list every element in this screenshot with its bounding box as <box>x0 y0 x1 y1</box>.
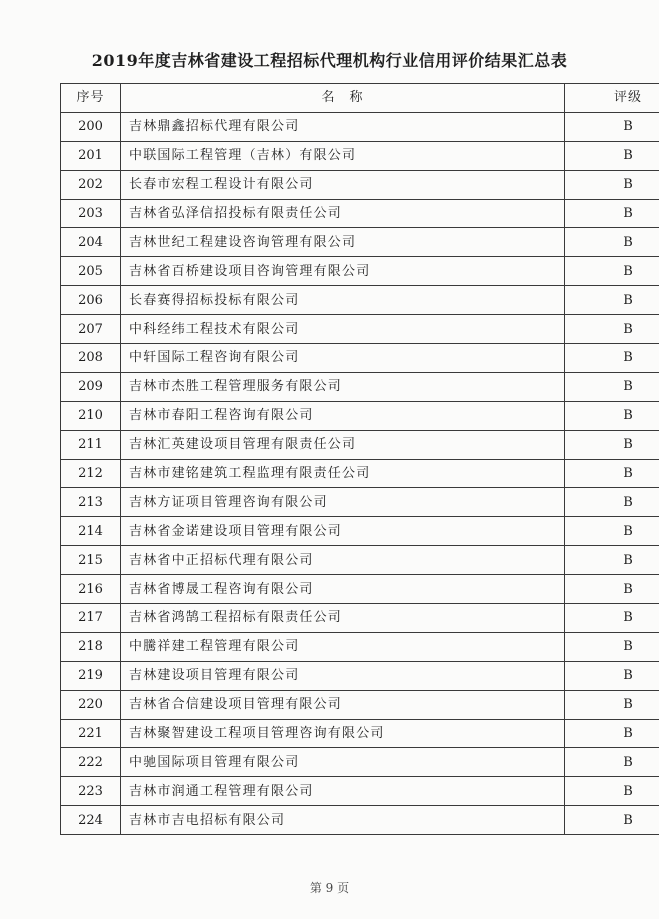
table-row <box>61 344 659 373</box>
row-grade: B <box>565 777 659 806</box>
row-name: 吉林市吉电招标有限公司 <box>121 806 565 835</box>
row-num: 211 <box>61 430 121 459</box>
row-grade: B <box>565 315 659 344</box>
row-grade: B <box>565 604 659 633</box>
page-number: 第 9 页 <box>309 881 350 895</box>
table-row <box>61 257 659 286</box>
table-row <box>61 661 659 690</box>
table-row <box>61 690 659 719</box>
row-name: 吉林省合信建设项目管理有限公司 <box>121 690 565 719</box>
table-row <box>61 170 659 199</box>
page-title: 2019年度吉林省建设工程招标代理机构行业信用评价结果汇总表 <box>91 51 568 70</box>
row-name: 吉林世纪工程建设咨询管理有限公司 <box>121 228 565 257</box>
table-row <box>61 286 659 315</box>
row-num: 203 <box>61 199 121 228</box>
row-name: 吉林市杰胜工程管理服务有限公司 <box>121 372 565 401</box>
row-num: 222 <box>61 748 121 777</box>
table-row <box>61 517 659 546</box>
row-num: 210 <box>61 401 121 430</box>
table-row <box>61 228 659 257</box>
row-name: 吉林省百桥建设项目咨询管理有限公司 <box>121 257 565 286</box>
table-row <box>61 777 659 806</box>
table-row <box>61 401 659 430</box>
row-grade: B <box>565 459 659 488</box>
row-grade: B <box>565 719 659 748</box>
row-name: 中联国际工程管理（吉林）有限公司 <box>121 141 565 170</box>
row-grade: B <box>565 344 659 373</box>
row-name: 吉林汇英建设项目管理有限责任公司 <box>121 430 565 459</box>
row-num: 214 <box>61 517 121 546</box>
table-row <box>61 546 659 575</box>
row-num: 216 <box>61 575 121 604</box>
table-row <box>61 488 659 517</box>
header-grade: 评级 <box>565 84 659 113</box>
row-num: 219 <box>61 661 121 690</box>
row-grade: B <box>565 748 659 777</box>
row-name: 吉林省鸿鹄工程招标有限责任公司 <box>121 604 565 633</box>
table-row <box>61 112 659 141</box>
row-name: 吉林聚智建设工程项目管理咨询有限公司 <box>121 719 565 748</box>
row-grade: B <box>565 546 659 575</box>
row-grade: B <box>565 228 659 257</box>
row-grade: B <box>565 257 659 286</box>
row-name: 吉林省博晟工程咨询有限公司 <box>121 575 565 604</box>
row-name: 吉林市润通工程管理有限公司 <box>121 777 565 806</box>
row-num: 207 <box>61 315 121 344</box>
row-num: 209 <box>61 372 121 401</box>
row-name: 吉林省弘泽信招投标有限责任公司 <box>121 199 565 228</box>
row-grade: B <box>565 575 659 604</box>
table-row <box>61 315 659 344</box>
table-row <box>61 575 659 604</box>
row-grade: B <box>565 430 659 459</box>
row-name: 吉林建设项目管理有限公司 <box>121 661 565 690</box>
table-row <box>61 199 659 228</box>
row-name: 吉林市建铭建筑工程监理有限责任公司 <box>121 459 565 488</box>
table-row <box>61 719 659 748</box>
row-num: 212 <box>61 459 121 488</box>
row-grade: B <box>565 632 659 661</box>
row-grade: B <box>565 199 659 228</box>
table-row <box>61 459 659 488</box>
row-name: 中轩国际工程咨询有限公司 <box>121 344 565 373</box>
row-name: 长春赛得招标投标有限公司 <box>121 286 565 315</box>
row-num: 224 <box>61 806 121 835</box>
row-num: 206 <box>61 286 121 315</box>
row-num: 204 <box>61 228 121 257</box>
row-grade: B <box>565 372 659 401</box>
header-num: 序号 <box>61 84 121 113</box>
row-num: 217 <box>61 604 121 633</box>
row-grade: B <box>565 141 659 170</box>
row-name: 长春市宏程工程设计有限公司 <box>121 170 565 199</box>
row-name: 吉林方证项目管理咨询有限公司 <box>121 488 565 517</box>
row-num: 220 <box>61 690 121 719</box>
row-grade: B <box>565 112 659 141</box>
row-grade: B <box>565 170 659 199</box>
row-name: 吉林鼎鑫招标代理有限公司 <box>121 112 565 141</box>
row-name: 中科经纬工程技术有限公司 <box>121 315 565 344</box>
table-row <box>61 748 659 777</box>
row-name: 中驰国际项目管理有限公司 <box>121 748 565 777</box>
row-grade: B <box>565 286 659 315</box>
table-row <box>61 372 659 401</box>
row-grade: B <box>565 488 659 517</box>
row-num: 202 <box>61 170 121 199</box>
table-row <box>61 430 659 459</box>
table-row <box>61 604 659 633</box>
row-grade: B <box>565 806 659 835</box>
table-row <box>61 806 659 835</box>
row-name: 吉林省金诺建设项目管理有限公司 <box>121 517 565 546</box>
row-num: 201 <box>61 141 121 170</box>
row-grade: B <box>565 661 659 690</box>
table-row <box>61 632 659 661</box>
row-num: 215 <box>61 546 121 575</box>
table-body <box>61 112 659 834</box>
row-num: 218 <box>61 632 121 661</box>
table-row <box>61 141 659 170</box>
table-header-row <box>61 84 659 113</box>
row-num: 213 <box>61 488 121 517</box>
row-name: 吉林省中正招标代理有限公司 <box>121 546 565 575</box>
row-name: 中騰祥建工程管理有限公司 <box>121 632 565 661</box>
header-name: 名 称 <box>121 84 565 113</box>
row-num: 200 <box>61 112 121 141</box>
row-num: 223 <box>61 777 121 806</box>
row-name: 吉林市春阳工程咨询有限公司 <box>121 401 565 430</box>
row-grade: B <box>565 517 659 546</box>
row-grade: B <box>565 401 659 430</box>
rating-table <box>60 83 659 835</box>
row-num: 208 <box>61 344 121 373</box>
row-num: 205 <box>61 257 121 286</box>
row-num: 221 <box>61 719 121 748</box>
row-grade: B <box>565 690 659 719</box>
